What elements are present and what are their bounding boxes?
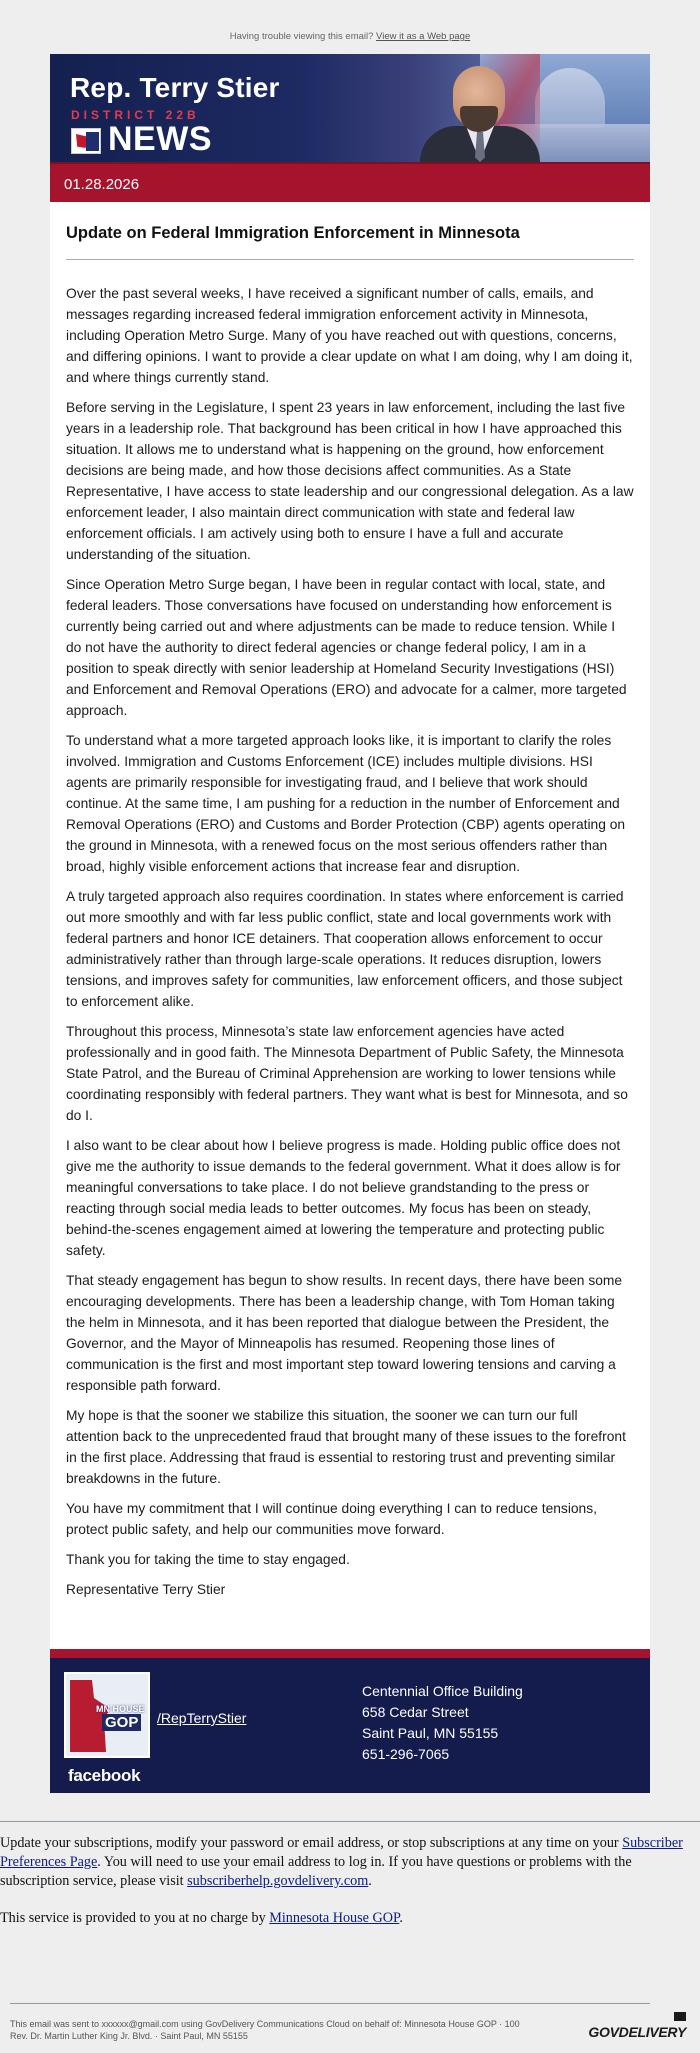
legal-line: This email was sent to xxxxxx@gmail.com using GovDelivery Communications Cloud on behalf of: Minnesota House GOP · 100 bbox=[10, 2019, 520, 2029]
subscription-notice bbox=[0, 1821, 700, 1928]
preheader-text: Having trouble viewing this email? bbox=[229, 31, 374, 42]
logo-text-mn: MN HOUSE bbox=[96, 1704, 145, 1714]
article-headline: Update on Federal Immigration Enforcement in Minnesota bbox=[66, 224, 520, 242]
paragraph: Since Operation Metro Surge began, I have been in regular contact with local, state, and federal leaders. Those conversations have focused on understanding how enforcement is currently being carried out and where adjustments can be made to reduce tension. While I do not have the authority to direct federal agencies or change federal policy, I am in a position to speak directly with senior leadership at Homeland Security Investigations (HSI) and Enforcement and Removal Operations (ERO) and advocate for a calmer, more targeted approach. bbox=[66, 577, 627, 718]
email-body bbox=[50, 54, 650, 1793]
banner-news: NEWS bbox=[108, 120, 212, 158]
subscriber-help-link[interactable]: subscriberhelp.govdelivery.com bbox=[187, 1873, 369, 1889]
mn-house-gop-logo[interactable] bbox=[64, 1672, 150, 1758]
address-line: 658 Cedar Street bbox=[362, 1704, 469, 1720]
banner-name: Rep. Terry Stier bbox=[70, 72, 280, 103]
envelope-icon bbox=[674, 2012, 686, 2021]
facebook-handle-link[interactable]: /RepTerryStier bbox=[157, 1710, 247, 1726]
logo-text-gop: GOP bbox=[102, 1714, 141, 1731]
legal-footer bbox=[10, 2003, 650, 2042]
paragraph: Over the past several weeks, I have received a significant number of calls, emails, and messages regarding increased federal immigration enforcement activity in Minnesota, including Operation Metro Surge. Many of you have reached out with questions, concerns, and differing opinions. I want to provide a clear update on what I am doing, why I am doing it, and where things currently stand. bbox=[66, 286, 633, 385]
subscription-text: Update your subscriptions, modify your password or email address, or stop subscriptions at any time on your Subscriber Preferences Page. You will need to use your email address to log in. If you have questions or problems with the subscription service, please visit subscriberhelp.govdelivery.com. bbox=[0, 1835, 683, 1889]
address-line: Saint Paul, MN 55155 bbox=[362, 1725, 499, 1741]
paragraph: My hope is that the sooner we stabilize this situation, the sooner we can turn our full attention back to the unprecedented fraud that brought many of these issues to the forefront in the first place. Addressing that fraud is essential to restoring trust and preventing similar breakdowns in the future. bbox=[66, 1408, 626, 1486]
paragraph: Thank you for taking the time to stay engaged. bbox=[66, 1552, 350, 1567]
banner-district: DISTRICT 22B bbox=[71, 108, 200, 122]
divider bbox=[66, 259, 634, 260]
email-footer bbox=[50, 1649, 650, 1793]
preheader bbox=[0, 0, 700, 54]
govdelivery-logo[interactable]: GOVDELIVERY bbox=[588, 2024, 686, 2040]
service-provider-text: This service is provided to you at no charge by Minnesota House GOP. bbox=[0, 1910, 403, 1926]
paragraph: To understand what a more targeted approach looks like, it is important to clarify the roles involved. Immigration and Customs Enforcement (ICE) includes multiple divisions. HSI agents are primarily responsible for investigating fraud, and I believe that work should continue. At the same time, I am pushing for a reduction in the number of Enforcement and Removal Operations (ERO) and Customs and Border Protection (CBP) agents operating on the ground in Minnesota, with a renewed focus on the most serious offenders rather than broad, highly visible enforcement actions that increase fear and disruption. bbox=[66, 733, 626, 874]
representative-portrait bbox=[420, 66, 540, 162]
date-bar bbox=[50, 162, 650, 202]
paragraph: That steady engagement has begun to show results. In recent days, there have been some encouraging developments. There has been a leadership change, with Tom Homan taking the helm in Minnesota, and it has been reported that dialogue between the President, the Governor, and the Mayor of Minneapolis has resumed. Reopening those lines of communication is the first and most important step toward lowering tensions and carving a responsible path forward. bbox=[66, 1273, 623, 1393]
paragraph: A truly targeted approach also requires coordination. In states where enforcement is carried out more smoothly and with far less public conflict, state and local governments work with federal partners and honor ICE detainers. That cooperation allows enforcement to occur administratively rather than through large-scale operations. It reduces disruption, lowers tensions, and improves safety for communities, law enforcement officers, and those subject to enforcement alike. bbox=[66, 889, 624, 1009]
minnesota-house-gop-link[interactable]: Minnesota House GOP bbox=[269, 1910, 400, 1926]
article bbox=[50, 202, 650, 1649]
signature: Representative Terry Stier bbox=[66, 1582, 226, 1597]
address-line: Centennial Office Building bbox=[362, 1683, 523, 1699]
view-web-page-link[interactable]: View it as a Web page bbox=[376, 31, 471, 42]
phone-number: 651-296-7065 bbox=[362, 1746, 450, 1762]
newsletter-banner bbox=[50, 54, 650, 162]
office-address bbox=[362, 1681, 523, 1765]
paragraph: You have my commitment that I will continue doing everything I can to reduce tensions, protect public safety, and help our communities move forward. bbox=[66, 1501, 597, 1537]
paragraph: I also want to be clear about how I believe progress is made. Holding public office does not give me the authority to issue demands to the federal government. What it does allow is for meaningful conversations to take place. I do not believe grandstanding to the press or reacting through social media leads to better outcomes. My focus has been on steady, behind-the-scenes engagement aimed at lowering the temperature and protecting public safety. bbox=[66, 1138, 621, 1258]
issue-date: 01.28.2026 bbox=[64, 176, 140, 193]
paragraph: Before serving in the Legislature, I spent 23 years in law enforcement, including the last five years in a leadership role. That background has been critical in how I have approached this situation. It allows me to understand what is happening on the ground, how enforcement decisions are being made, and how those decisions affect communities. As a State Representative, I have access to state leadership and our congressional delegation. As a law enforcement leader, I also maintain direct communication with state and federal law enforcement officials. I am actively using both to ensure I have a full and accurate understanding of the situation. bbox=[66, 400, 634, 562]
facebook-icon[interactable]: facebook bbox=[68, 1766, 141, 1785]
minnesota-flag-icon bbox=[71, 128, 101, 154]
legal-line: Rev. Dr. Martin Luther King Jr. Blvd. · Saint Paul, MN 55155 bbox=[10, 2031, 248, 2041]
paragraph: Throughout this process, Minnesota’s state law enforcement agencies have acted professionally and in good faith. The Minnesota Department of Public Safety, the Minnesota State Patrol, and the Bureau of Criminal Apprehension are working to lower tensions while coordinating responsibly with federal partners. They want what is best for Minnesota, and so do I. bbox=[66, 1024, 628, 1123]
subscriber-preferences-link[interactable]: Subscriber Preferences Page bbox=[0, 1835, 683, 1870]
